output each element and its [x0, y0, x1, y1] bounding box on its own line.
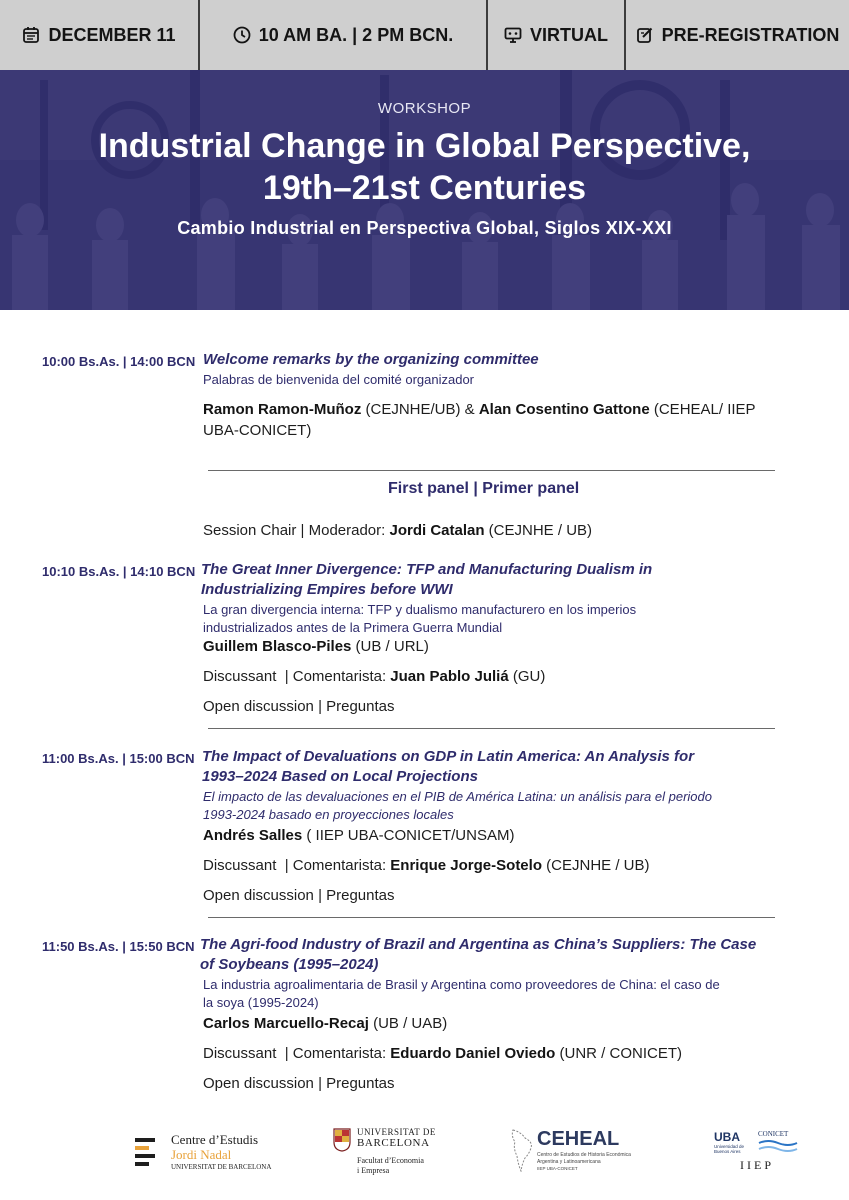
- talk-author-name: Carlos Marcuello-Recaj: [203, 1015, 369, 1032]
- talk-time: 11:50 Bs.As. | 15:50 BCN: [42, 939, 195, 954]
- divider: [208, 728, 775, 729]
- discussant-affiliation: (GU): [508, 668, 546, 685]
- time-text: 10 AM BA. | 2 PM BCN.: [258, 24, 454, 45]
- session-chair-affiliation: (CEJNHE / UB): [484, 522, 593, 539]
- ceheal-logo: [507, 1128, 647, 1176]
- ub-logo: [333, 1126, 443, 1176]
- uba-sub2: Buenos Aires: [714, 1149, 741, 1154]
- talk-title-line2: 1993–2024 Based on Local Projections: [202, 768, 478, 785]
- edit-form-icon: [636, 26, 654, 44]
- talk-title-es-line2: la soya (1995-2024): [203, 995, 319, 1010]
- talk-discussant: [203, 855, 650, 876]
- talk-title-es: [203, 788, 712, 824]
- event-title-line1: Industrial Change in Global Perspective,: [98, 127, 751, 165]
- session-chair-label: Session Chair | Moderador:: [203, 522, 390, 539]
- open-discussion: Open discussion | Preguntas: [203, 887, 395, 904]
- talk-author: [203, 825, 514, 846]
- talk-discussant: [203, 666, 545, 687]
- ub-line4: i Empresa: [357, 1166, 390, 1175]
- discussant-affiliation: (CEJNHE / UB): [541, 857, 650, 874]
- ceheal-sub3: IIEP UBA-CONICET: [537, 1166, 578, 1171]
- talk-title-es-line1: La industria agroalimentaria de Brasil y Argentina como proveedores de China: el caso de: [203, 977, 720, 992]
- discussant-label: Discussant | Comentarista:: [203, 1045, 391, 1062]
- ub-line3: Facultat d’Economia: [357, 1156, 424, 1165]
- event-subtitle: Cambio Industrial en Perspectiva Global, Siglos XIX-XXI: [177, 218, 672, 238]
- welcome-affiliation-2: (CEHEAL/ IIEP: [649, 401, 756, 418]
- event-title: [0, 125, 849, 209]
- talk-title: [200, 935, 756, 975]
- mode-cell: [488, 0, 626, 70]
- discussant-label: Discussant | Comentarista:: [203, 668, 391, 685]
- talk-title-es: [203, 601, 636, 637]
- talk-time: 11:00 Bs.As. | 15:00 BCN: [42, 751, 195, 766]
- ceheal-name: CEHEAL: [537, 1128, 620, 1150]
- panel-heading: First panel | Primer panel: [388, 480, 580, 497]
- cejn-logo: [135, 1132, 275, 1172]
- talk-time: 10:10 Bs.As. | 14:10 BCN: [42, 564, 196, 579]
- discussant-name: Juan Pablo Juliá: [390, 668, 509, 685]
- open-discussion: Open discussion | Preguntas: [203, 698, 395, 715]
- talk-title: [201, 560, 652, 600]
- discussant-affiliation: (UNR / CONICET): [555, 1045, 682, 1062]
- registration-link[interactable]: PRE-REGISTRATION: [661, 24, 840, 45]
- conicet-name: CONICET: [758, 1130, 789, 1138]
- date-cell: [0, 0, 200, 70]
- talk-author: [203, 1013, 447, 1034]
- welcome-affiliation-2b: UBA-CONICET): [203, 422, 312, 439]
- welcome-speakers: [203, 399, 773, 420]
- registration-cell[interactable]: [626, 0, 849, 70]
- talk-title-es-line2: 1993-2024 basado en proyecciones locales: [203, 807, 454, 822]
- latin-america-map-icon: [507, 1128, 537, 1172]
- session-chair-name: Jordi Catalan: [389, 522, 485, 539]
- talk-title-es-line2: industrializados antes de la Primera Guerra Mundial: [203, 620, 503, 635]
- talk-author-affiliation: ( IIEP UBA-CONICET/UNSAM): [302, 827, 515, 844]
- uba-sub1: Universidad de: [714, 1144, 745, 1149]
- cejn-line3: UNIVERSITAT DE BARCELONA: [171, 1163, 272, 1171]
- divider: [208, 917, 775, 918]
- talk-author: [203, 636, 429, 657]
- discussant-name: Eduardo Daniel Oviedo: [390, 1045, 556, 1062]
- info-bar: [0, 0, 849, 70]
- calendar-icon: [22, 26, 40, 44]
- divider: [208, 470, 775, 471]
- talk-author-name: Guillem Blasco-Piles: [203, 638, 352, 655]
- event-type: WORKSHOP: [377, 100, 472, 117]
- cejn-line1: Centre d’Estudis: [171, 1132, 259, 1147]
- discussant-label: Discussant | Comentarista:: [203, 857, 391, 874]
- talk-title-line2: of Soybeans (1995–2024): [200, 956, 379, 973]
- welcome-affiliation-1: (CEJNHE/UB) &: [361, 401, 479, 418]
- open-discussion: Open discussion | Preguntas: [203, 1075, 395, 1092]
- welcome-title: Welcome remarks by the organizing committee: [203, 351, 539, 368]
- time-cell: [200, 0, 488, 70]
- computer-icon: [504, 26, 522, 44]
- welcome-speaker-1: Ramon Ramon-Muñoz: [203, 401, 362, 418]
- talk-title-line1: The Impact of Devaluations on GDP in Latin America: An Analysis for: [202, 748, 695, 765]
- clock-icon: [233, 26, 251, 44]
- sponsor-logos: [0, 1120, 849, 1180]
- talk-author-affiliation: (UB / URL): [351, 638, 429, 655]
- ub-shield-icon: [333, 1128, 351, 1152]
- welcome-speaker-2: Alan Cosentino Gattone: [478, 401, 650, 418]
- talk-title-line1: The Great Inner Divergence: TFP and Manufacturing Dualism in: [201, 561, 653, 578]
- talk-discussant: [203, 1043, 682, 1064]
- talk-title-line1: The Agri-food Industry of Brazil and Argentina as China’s Suppliers: The Case: [200, 936, 757, 953]
- cejn-mark-icon: [135, 1136, 157, 1168]
- talk-title: [202, 747, 694, 787]
- talk-title-es: [203, 976, 720, 1012]
- ceheal-sub1: Centro de Estudios de Historia Económica: [537, 1152, 631, 1158]
- session-chair: [203, 520, 592, 541]
- discussant-name: Enrique Jorge-Sotelo: [390, 857, 542, 874]
- talk-author-affiliation: (UB / UAB): [368, 1015, 448, 1032]
- mode-text: VIRTUAL: [530, 24, 608, 45]
- talk-author-name: Andrés Salles: [203, 827, 303, 844]
- talk-title-line2: Industrializing Empires before WWI: [201, 581, 453, 598]
- ceheal-sub2: Argentina y Latinoamericana: [537, 1159, 601, 1165]
- cejn-line2: Jordi Nadal: [171, 1147, 232, 1162]
- welcome-title-es: Palabras de bienvenida del comité organizador: [203, 372, 475, 387]
- iiep-name: IIEP: [740, 1158, 774, 1172]
- welcome-time: 10:00 Bs.As. | 14:00 BCN: [42, 354, 196, 369]
- uba-conicet-iiep-logo: [714, 1128, 804, 1176]
- ub-line2: BARCELONA: [357, 1137, 430, 1149]
- conicet-waves-icon: [758, 1139, 798, 1153]
- uba-name: UBA: [714, 1130, 740, 1144]
- hero-banner: [0, 70, 849, 310]
- ub-line1: UNIVERSITAT DE: [357, 1127, 436, 1137]
- date-text: DECEMBER 11: [48, 24, 176, 45]
- talk-title-es-line1: La gran divergencia interna: TFP y dualismo manufacturero en los imperios: [203, 602, 637, 617]
- event-title-line2: 19th–21st Centuries: [262, 169, 587, 207]
- talk-title-es-line1: El impacto de las devaluaciones en el PIB de América Latina: un análisis para el periodo: [203, 789, 712, 804]
